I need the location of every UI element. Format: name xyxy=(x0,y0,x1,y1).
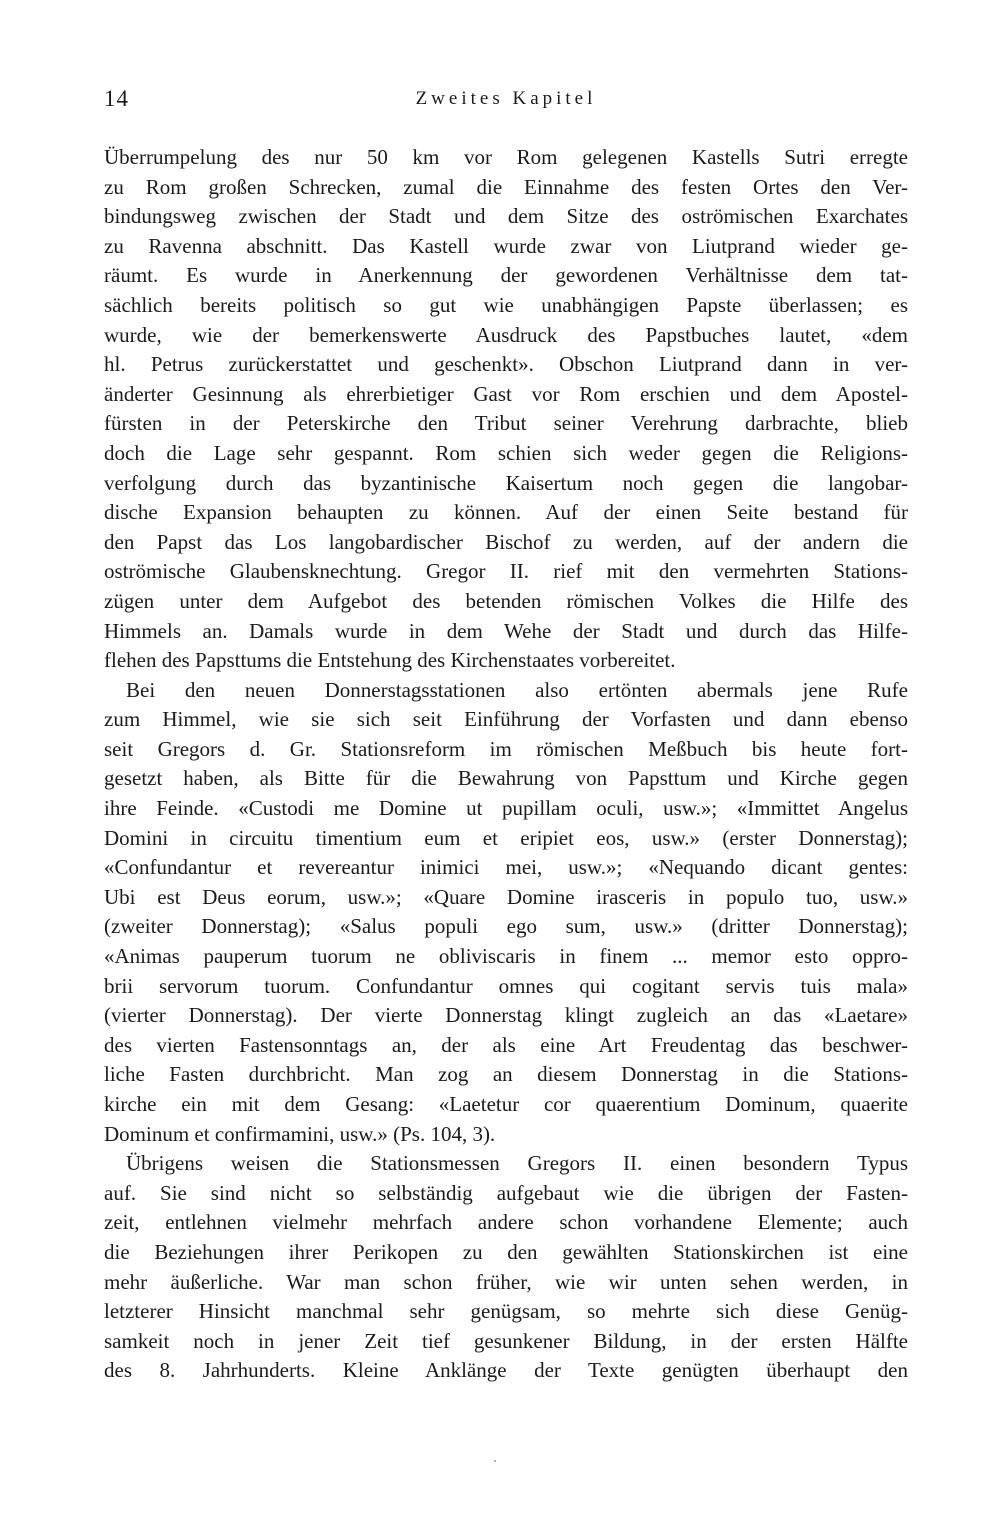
text-line: «Confundantur et revereantur inimici mei, usw.»; «Nequando dicant gentes: xyxy=(104,855,908,880)
text-line: Domini in circuitu timentium eum et eripiet eos, usw.» (erster Donnerstag); xyxy=(104,825,908,850)
text-line: (zweiter Donnerstag); «Salus populi ego sum, usw.» (dritter Donnerstag); xyxy=(104,914,908,939)
text-line: letzterer Hinsicht manchmal sehr genügsam, so mehrte sich diese Genüg- xyxy=(104,1299,908,1324)
text-line: Übrigens weisen die Stationsmessen Gregors II. einen besondern Typus xyxy=(126,1151,908,1176)
text-line: gesetzt haben, als Bitte für die Bewahrung von Papsttum und Kirche gegen xyxy=(104,766,908,791)
text-line: (vierter Donnerstag). Der vierte Donnerstag klingt zugleich an das «Laetare» xyxy=(104,1003,908,1028)
text-line: die Beziehungen ihrer Perikopen zu den gewählten Stationskirchen ist eine xyxy=(104,1239,908,1264)
text-line: des 8. Jahrhunderts. Kleine Anklänge der Texte genügten überhaupt den xyxy=(104,1358,908,1383)
text-line: fürsten in der Peterskirche den Tribut seiner Verehrung darbrachte, blieb xyxy=(104,411,908,436)
page-number: 14 xyxy=(104,86,129,111)
text-line: Ubi est Deus eorum, usw.»; «Quare Domine irasceris in populo tuo, usw.» xyxy=(104,884,908,909)
text-line: flehen des Papsttums die Entstehung des Kirchenstaates vorbereitet. xyxy=(104,648,676,673)
text-line: samkeit noch in jener Zeit tief gesunkener Bildung, in der ersten Hälfte xyxy=(104,1328,908,1353)
text-line: räumt. Es wurde in Anerkennung der gewordenen Verhältnisse dem tat- xyxy=(104,263,908,288)
text-line: dische Expansion behaupten zu können. Auf der einen Seite bestand für xyxy=(104,500,908,525)
text-line: seit Gregors d. Gr. Stationsreform im römischen Meßbuch bis heute fort- xyxy=(104,736,908,761)
text-line: verfolgung durch das byzantinische Kaisertum noch gegen die langobar- xyxy=(104,470,908,495)
text-line: des vierten Fastensonntags an, der als eine Art Freudentag das beschwer- xyxy=(104,1032,908,1057)
text-line: mehr äußerliche. War man schon früher, wie wir unten sehen werden, in xyxy=(104,1269,908,1294)
text-line: hl. Petrus zurückerstattet und geschenkt». Obschon Liutprand dann in ver- xyxy=(104,352,908,377)
text-line: zeit, entlehnen vielmehr mehrfach andere schon vorhandene Elemente; auch xyxy=(104,1210,908,1235)
text-line: auf. Sie sind nicht so selbständig aufgebaut wie die übrigen der Fasten- xyxy=(104,1180,908,1205)
page-header xyxy=(104,86,908,116)
text-line: zu Ravenna abschnitt. Das Kastell wurde zwar von Liutprand wieder ge- xyxy=(104,233,908,258)
text-line: sächlich bereits politisch so gut wie unabhängigen Papste überlassen; es xyxy=(104,292,908,317)
text-line: änderter Gesinnung als ehrerbietiger Gast vor Rom erschien und dem Apostel- xyxy=(104,381,908,406)
text-line: «Animas pauperum tuorum ne obliviscaris in finem ... memor esto oppro- xyxy=(104,944,908,969)
text-line: Himmels an. Damals wurde in dem Wehe der Stadt und durch das Hilfe- xyxy=(104,618,908,643)
text-line: den Papst das Los langobardischer Bischof zu werden, auf der andern die xyxy=(104,529,908,554)
text-line: zügen unter dem Aufgebot des betenden römischen Volkes die Hilfe des xyxy=(104,588,908,613)
text-line: doch die Lage sehr gespannt. Rom schien sich weder gegen die Religions- xyxy=(104,440,908,465)
text-line: bindungsweg zwischen der Stadt und dem Sitze des oströmischen Exarchates xyxy=(104,204,908,229)
text-line: kirche ein mit dem Gesang: «Laetetur cor quaerentium Dominum, quaerite xyxy=(104,1092,908,1116)
text-line: wurde, wie der bemerkenswerte Ausdruck des Papstbuches lautet, «dem xyxy=(104,322,908,347)
body-text xyxy=(104,143,908,1386)
print-speck xyxy=(494,1460,496,1462)
text-line: Überrumpelung des nur 50 km vor Rom gelegenen Kastells Sutri erregte xyxy=(104,145,908,169)
text-line: Dominum et confirmamini, usw.» (Ps. 104, 3). xyxy=(104,1121,496,1146)
text-line: Bei den neuen Donnerstagsstationen also ertönten abermals jene Rufe xyxy=(126,677,908,702)
text-line: zu Rom großen Schrecken, zumal die Einnahme des festen Ortes den Ver- xyxy=(104,174,908,199)
text-line: oströmische Glaubensknechtung. Gregor II. rief mit den vermehrten Stations- xyxy=(104,559,908,584)
text-line: zum Himmel, wie sie sich seit Einführung der Vorfasten und dann ebenso xyxy=(104,707,908,732)
text-line: ihre Feinde. «Custodi me Domine ut pupillam oculi, usw.»; «Immittet Angelus xyxy=(104,796,908,821)
running-head: Zweites Kapitel xyxy=(415,88,597,109)
text-line: brii servorum tuorum. Confundantur omnes qui cogitant servis tuis mala» xyxy=(104,973,908,998)
text-line: liche Fasten durchbricht. Man zog an diesem Donnerstag in die Stations- xyxy=(104,1062,908,1087)
